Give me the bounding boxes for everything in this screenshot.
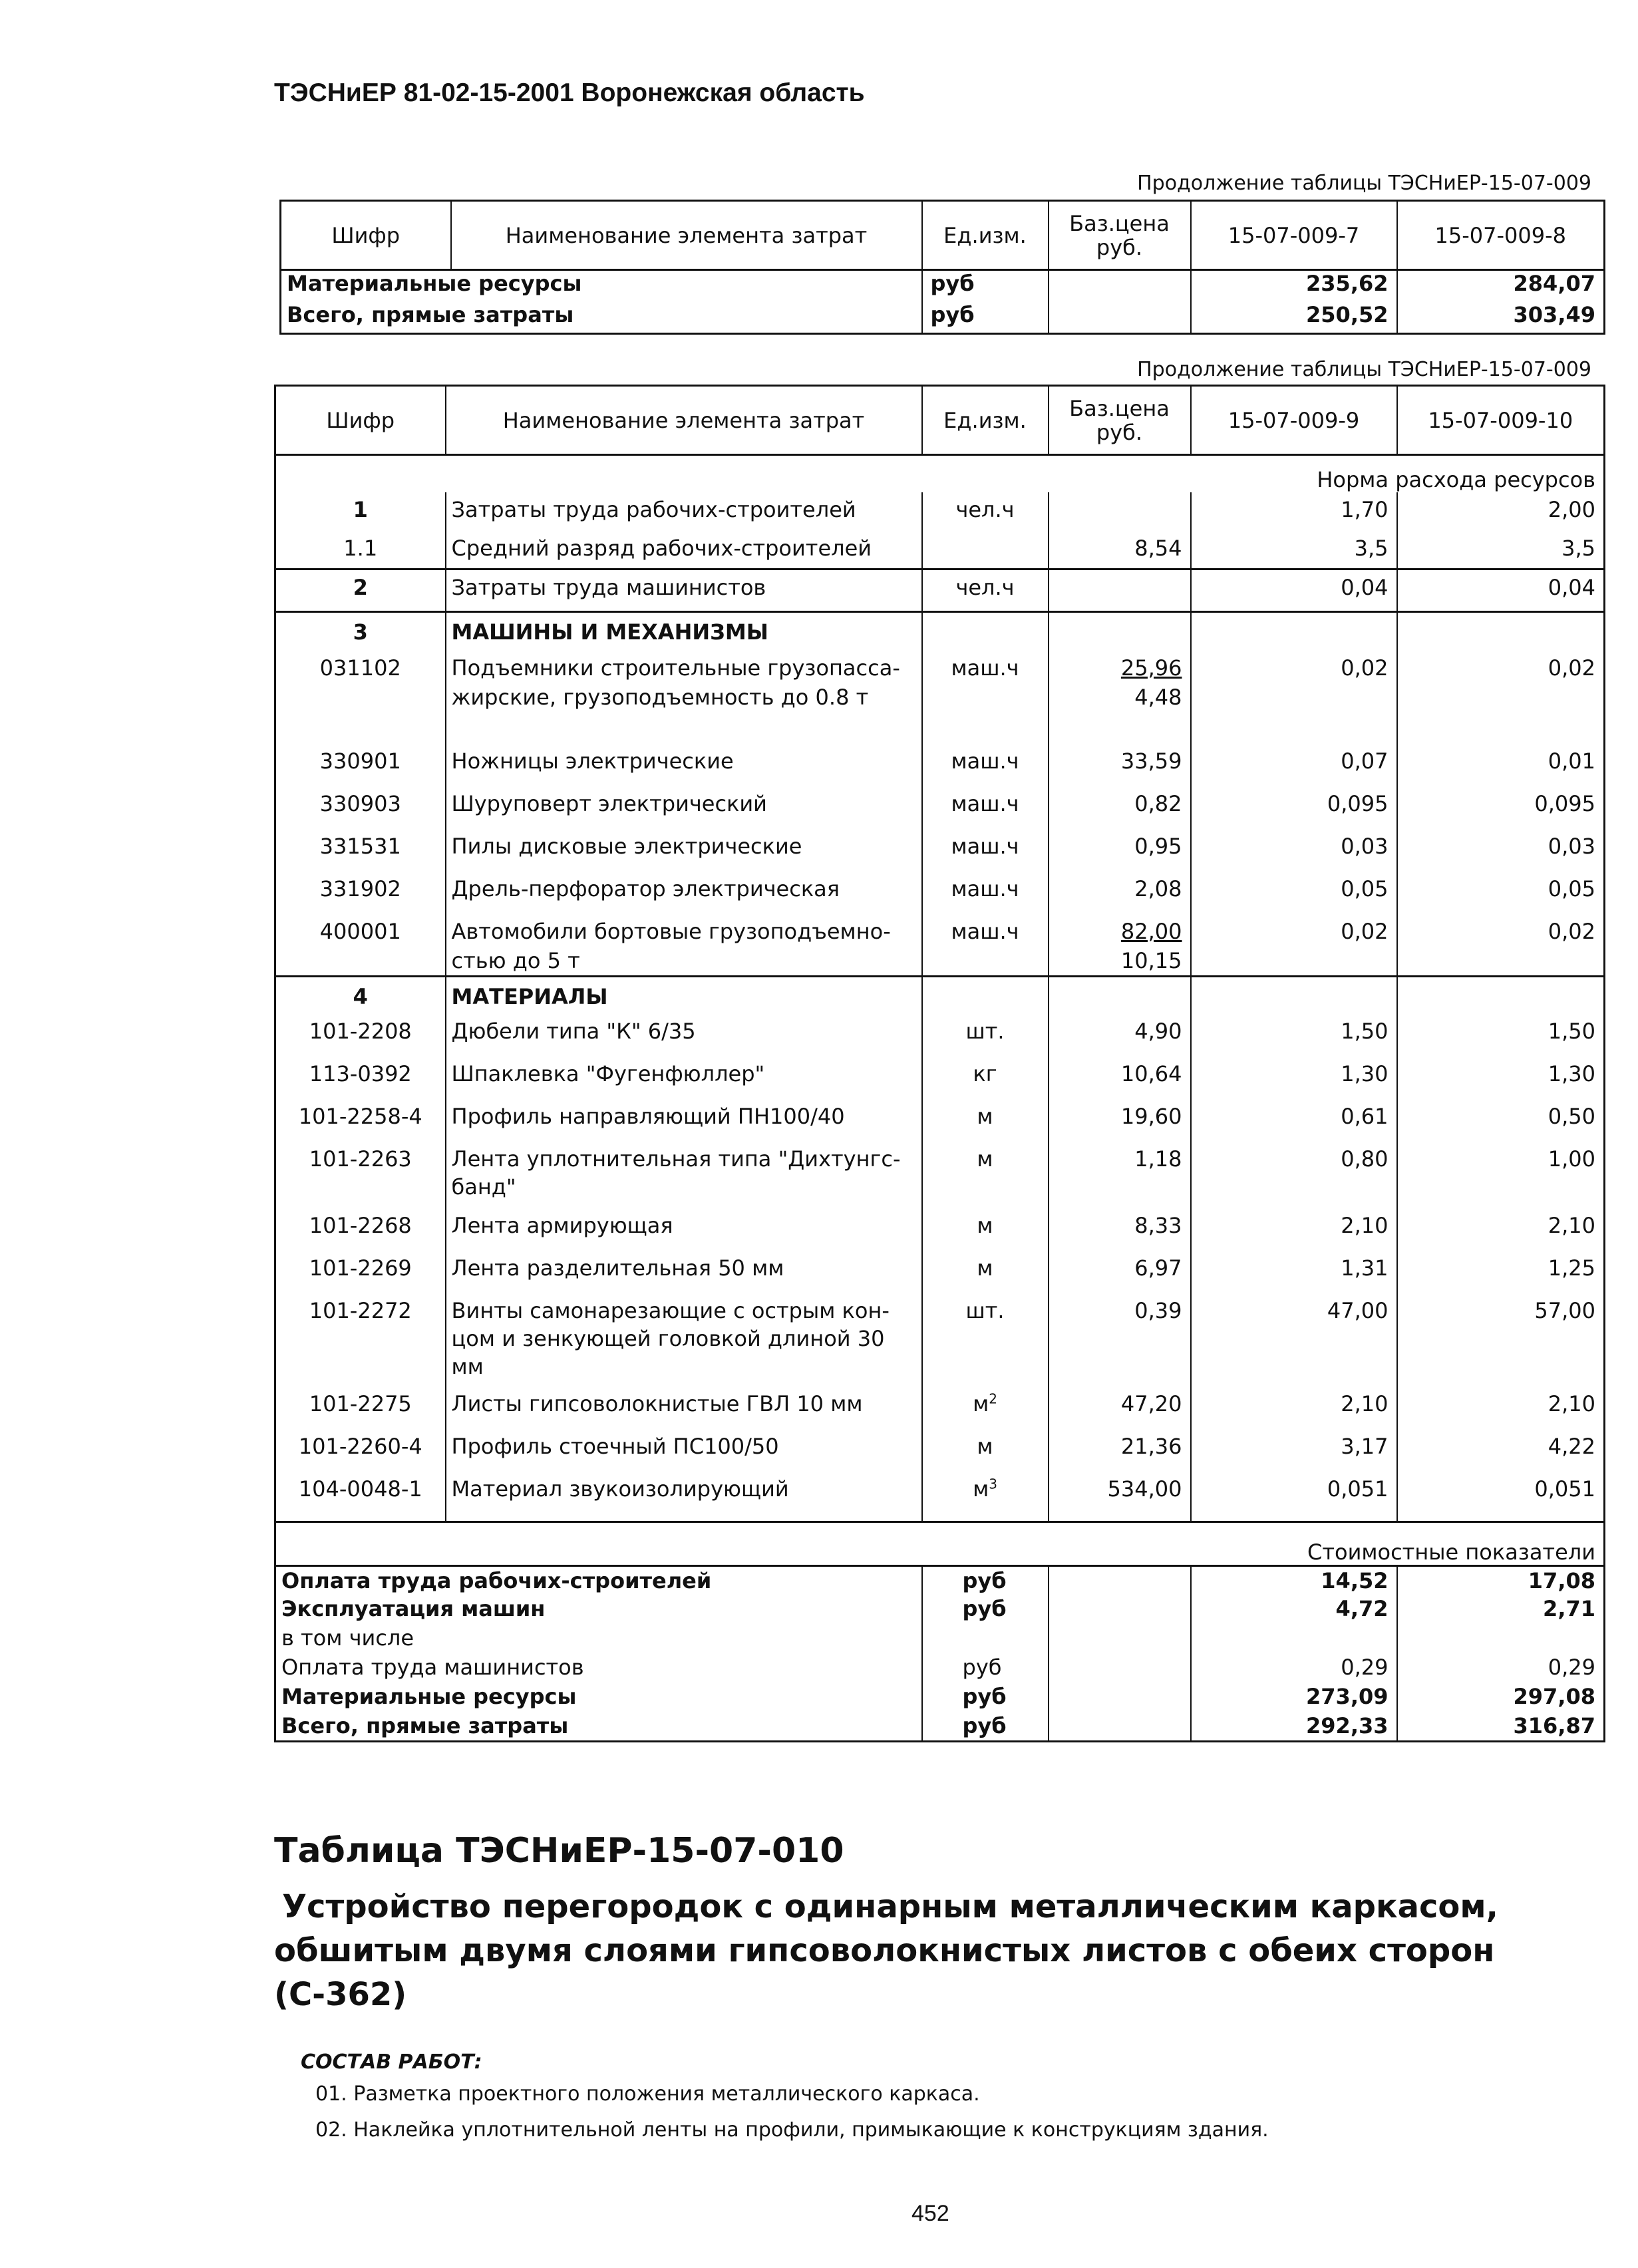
row-value-2: 2,00 [1548, 496, 1595, 522]
unit-text: м [977, 1434, 993, 1459]
row-code: 101-2275 [275, 1390, 446, 1432]
row-price [1049, 569, 1191, 612]
row-unit [922, 789, 1049, 832]
cost-price [1049, 1653, 1191, 1683]
col-header-v2: 15-07-009-8 [1397, 201, 1605, 270]
table-subtitle-line2: обшитым двумя слоями гипсоволокнистых листов с обеих сторон [274, 1932, 1495, 1969]
row-value-1: 235,62 [1191, 270, 1397, 302]
row-unit [922, 653, 1049, 746]
page-number: 452 [911, 2201, 949, 2226]
row-value-2: 303,49 [1513, 301, 1595, 327]
row-name [446, 1212, 922, 1254]
table-title: Таблица ТЭСНиЕР-15-07-010 [274, 1831, 844, 1871]
table-row [275, 1390, 1605, 1432]
row-value-1: 0,04 [1191, 569, 1397, 612]
cost-name: Материальные ресурсы [275, 1683, 922, 1712]
row-value-1 [1191, 612, 1397, 653]
works-item-02: 02. Наклейка уплотнительной ленты на профили, примыкающие к конструкциям здания. [315, 2118, 1269, 2142]
row-unit [922, 1145, 1049, 1212]
works-item-01: 01. Разметка проектного положения металлического каркаса. [315, 2082, 980, 2106]
price-value: 1,18 [1134, 1146, 1182, 1172]
unit-text: м [973, 1476, 989, 1502]
unit-text: маш.ч [951, 833, 1019, 859]
cost-row [275, 1565, 1605, 1595]
row-price [1049, 1432, 1191, 1475]
unit-text: м [973, 1391, 989, 1416]
col-header-unit: Ед.изм. [922, 201, 1049, 270]
table-row [275, 832, 1605, 874]
unit-superscript: 3 [989, 1476, 997, 1492]
row-unit: руб [922, 270, 1049, 302]
cost-name: Эксплуатация машин [275, 1595, 922, 1624]
cost-value-1 [1191, 1624, 1397, 1653]
table-row [275, 1475, 1605, 1522]
price-value: 82,00 [1120, 918, 1182, 944]
row-name-line: Листы гипсоволокнистые ГВЛ 10 мм [451, 1391, 863, 1416]
cost-value-2: 17,08 [1397, 1565, 1605, 1595]
row-code: 2 [275, 569, 446, 612]
table2-caption: Продолжение таблицы ТЭСНиЕР-15-07-009 [1137, 358, 1591, 381]
row-name [446, 1145, 922, 1212]
row-price [1049, 1017, 1191, 1060]
table-row [275, 1432, 1605, 1475]
cost-label-row: Стоимостные показатели [275, 1522, 1605, 1565]
unit-text: маш.ч [951, 918, 1019, 944]
row-name-line: Шуруповерт электрический [451, 790, 767, 816]
unit-superscript: 2 [989, 1390, 997, 1407]
table2 [274, 385, 1605, 1742]
row-code: 400001 [275, 917, 446, 977]
col-header-price: Баз.цена руб. [1049, 201, 1191, 270]
row-value-1: 0,07 [1191, 746, 1397, 789]
row-value-2 [1397, 612, 1605, 653]
row-price [1049, 1212, 1191, 1254]
cost-name: Всего, прямые затраты [275, 1712, 922, 1741]
row-code: 101-2260-4 [275, 1432, 446, 1475]
cost-unit: руб [922, 1712, 1049, 1741]
cost-unit: руб [922, 1565, 1049, 1595]
row-name [446, 1102, 922, 1145]
row-value-1: 0,80 [1191, 1145, 1397, 1212]
row-name-line: Винты самонарезающие с острым кон- [451, 1298, 890, 1323]
row-price [1049, 270, 1191, 302]
price-value: 0,82 [1134, 790, 1182, 816]
col-header-code: Шифр [281, 201, 451, 270]
row-name [446, 1017, 922, 1060]
row-name [446, 1432, 922, 1475]
row-value-1: 1,70 [1191, 492, 1397, 531]
price-value: 4,90 [1134, 1019, 1182, 1044]
cost-price [1049, 1565, 1191, 1595]
table-row [275, 1254, 1605, 1297]
table-subtitle-line3: (С-362) [274, 1976, 407, 2013]
cost-row [275, 1683, 1605, 1712]
row-name-line: жирские, грузоподъемность до 0.8 т [451, 684, 869, 710]
price-value: 8,33 [1134, 1213, 1182, 1238]
page-header: ТЭСНиЕР 81-02-15-2001 Воронежская область [274, 79, 865, 107]
row-price [1049, 1145, 1191, 1212]
row-price [1049, 1254, 1191, 1297]
col-header-v1: 15-07-009-7 [1191, 201, 1397, 270]
row-name: Средний разряд рабочих-строителей [446, 531, 922, 569]
price-value: 8,54 [1134, 535, 1182, 561]
section-name: МАШИНЫ И МЕХАНИЗМЫ [446, 612, 922, 653]
row-unit [922, 1212, 1049, 1254]
cost-row [275, 1712, 1605, 1741]
cost-name: Оплата труда рабочих-строителей [275, 1565, 922, 1595]
row-name-line: цом и зенкующей головкой длиной 30 [451, 1326, 885, 1351]
row-name [446, 832, 922, 874]
row-value-1: 1,31 [1191, 1254, 1397, 1297]
cost-row [275, 1624, 1605, 1653]
col-header-v2: 15-07-009-10 [1397, 386, 1605, 455]
row-price [1049, 653, 1191, 746]
row-value-2: 4,22 [1548, 1434, 1595, 1459]
row-code: 104-0048-1 [275, 1475, 446, 1522]
table-row [275, 1060, 1605, 1102]
row-name-line: Дрель-перфоратор электрическая [451, 876, 840, 901]
cost-value-1: 14,52 [1191, 1565, 1397, 1595]
table-row [275, 492, 1605, 531]
row-name [446, 874, 922, 917]
row-value-2: 0,095 [1534, 790, 1595, 816]
row-value-1: 0,095 [1191, 789, 1397, 832]
row-price [1049, 1060, 1191, 1102]
row-price [1049, 976, 1191, 1017]
row-code: 331902 [275, 874, 446, 917]
row-price [1049, 789, 1191, 832]
row-value-2: 284,07 [1397, 270, 1605, 302]
row-unit [922, 1102, 1049, 1145]
row-value-2: 1,00 [1548, 1146, 1595, 1172]
cost-value-2: 0,29 [1548, 1655, 1595, 1680]
row-value-1: 3,17 [1191, 1432, 1397, 1475]
row-value-2: 0,05 [1548, 876, 1595, 901]
row-value-1: 1,50 [1191, 1017, 1397, 1060]
row-name-line: Ножницы электрические [451, 748, 734, 774]
table-row [275, 1212, 1605, 1254]
row-name [446, 1475, 922, 1522]
unit-text: кг [973, 1061, 997, 1086]
price-value: 19,60 [1120, 1104, 1182, 1129]
row-code: 101-2208 [275, 1017, 446, 1060]
unit-text: маш.ч [951, 655, 1019, 681]
price-value: 10,64 [1120, 1061, 1182, 1086]
row-name-line: стью до 5 т [451, 947, 580, 973]
unit-text: м [977, 1213, 993, 1238]
row-code: 101-2269 [275, 1254, 446, 1297]
row-unit [922, 1254, 1049, 1297]
cost-value-1: 292,33 [1191, 1712, 1397, 1741]
row-name [446, 653, 922, 746]
row-price [1049, 917, 1191, 977]
cost-value-2 [1397, 1624, 1605, 1653]
table-row [275, 1017, 1605, 1060]
table-row [275, 531, 1605, 569]
col-header-code: Шифр [275, 386, 446, 455]
row-code: 1.1 [275, 531, 446, 569]
norm-label-row: Норма расхода ресурсов [275, 455, 1605, 492]
row-unit [922, 1475, 1049, 1522]
row-value-1 [1191, 976, 1397, 1017]
row-code: 101-2263 [275, 1145, 446, 1212]
row-unit [922, 492, 1049, 531]
cost-unit: руб [922, 1653, 1049, 1683]
price-value: 534,00 [1107, 1476, 1182, 1502]
cost-value-1: 4,72 [1191, 1595, 1397, 1624]
row-unit [922, 531, 1049, 569]
row-price [1049, 612, 1191, 653]
row-value-1: 1,30 [1191, 1060, 1397, 1102]
row-name [446, 746, 922, 789]
row-value-1: 0,051 [1191, 1475, 1397, 1522]
col-header-unit: Ед.изм. [922, 386, 1049, 455]
unit-text: м [977, 1104, 993, 1129]
row-unit [922, 746, 1049, 789]
row-value-2: 57,00 [1534, 1298, 1595, 1323]
table-row [275, 789, 1605, 832]
row-value-1: 0,03 [1191, 832, 1397, 874]
cost-name: Оплата труда машинистов [275, 1653, 922, 1683]
col-header-name: Наименование элемента затрат [451, 201, 922, 270]
row-code: 330903 [275, 789, 446, 832]
summary-row [281, 270, 1605, 302]
row-value-2: 1,30 [1548, 1061, 1595, 1086]
unit-text: маш.ч [951, 876, 1019, 901]
row-price [1049, 832, 1191, 874]
row-value-1: 3,5 [1191, 531, 1397, 569]
row-value-2: 2,10 [1548, 1391, 1595, 1416]
row-value-2: 3,5 [1561, 535, 1595, 561]
row-unit [922, 1432, 1049, 1475]
section-header-row [275, 976, 1605, 1017]
row-code: 1 [275, 492, 446, 531]
cost-value-2: 2,71 [1543, 1596, 1595, 1621]
row-name-line: Подъемники строительные грузопасса- [451, 655, 900, 681]
row-name [446, 1060, 922, 1102]
table-row [275, 569, 1605, 612]
row-name [446, 1254, 922, 1297]
table-row [275, 1102, 1605, 1145]
price-value-2: 10,15 [1120, 947, 1182, 973]
section-code: 4 [275, 976, 446, 1017]
row-code: 113-0392 [275, 1060, 446, 1102]
unit-text: маш.ч [951, 790, 1019, 816]
cost-value-1: 273,09 [1191, 1683, 1397, 1712]
cost-value-1: 0,29 [1191, 1653, 1397, 1683]
row-price [1049, 1102, 1191, 1145]
row-name [446, 1297, 922, 1390]
row-name-line: Профиль стоечный ПС100/50 [451, 1434, 779, 1459]
section-code: 3 [275, 612, 446, 653]
works-title: СОСТАВ РАБОТ: [301, 2050, 482, 2074]
col-header-price: Баз.цена руб. [1049, 386, 1191, 455]
cost-price [1049, 1595, 1191, 1624]
row-value-1: 2,10 [1191, 1390, 1397, 1432]
unit-text: шт. [965, 1298, 1005, 1323]
row-value-2: 1,50 [1548, 1019, 1595, 1044]
row-name-line: Дюбели типа "К" 6/35 [451, 1019, 696, 1044]
row-value-2: 0,02 [1548, 655, 1595, 681]
row-name-line: Материал звукоизолирующий [451, 1476, 789, 1502]
cost-name: в том числе [275, 1624, 922, 1653]
cost-row [275, 1653, 1605, 1683]
cost-value-2: 316,87 [1513, 1713, 1595, 1738]
row-code: 331531 [275, 832, 446, 874]
row-value-2: 0,04 [1397, 569, 1605, 612]
row-value-1: 0,02 [1191, 653, 1397, 746]
table-row [275, 746, 1605, 789]
row-unit [922, 874, 1049, 917]
row-unit [922, 1060, 1049, 1102]
row-name-line: Лента уплотнительная типа "Дихтунгс- [451, 1146, 901, 1172]
price-value: 25,96 [1120, 655, 1182, 681]
section-header-row [275, 612, 1605, 653]
table-row [275, 917, 1605, 977]
cost-row [275, 1595, 1605, 1624]
price-value: 21,36 [1120, 1434, 1182, 1459]
row-price [1049, 531, 1191, 569]
price-value: 2,08 [1134, 876, 1182, 901]
row-code: 101-2258-4 [275, 1102, 446, 1145]
cost-price [1049, 1712, 1191, 1741]
unit-text: шт. [965, 1019, 1005, 1044]
unit-text: чел.ч [955, 575, 1015, 600]
row-code: 101-2268 [275, 1212, 446, 1254]
row-name-line: Пилы дисковые электрические [451, 833, 802, 859]
row-name-line: Шпаклевка "Фугенфюллер" [451, 1061, 765, 1086]
row-value-1: 250,52 [1191, 302, 1397, 334]
row-value-1: 0,61 [1191, 1102, 1397, 1145]
row-value-2: 2,10 [1548, 1213, 1595, 1238]
row-unit [922, 917, 1049, 977]
col-header-v1: 15-07-009-9 [1191, 386, 1397, 455]
table1-caption: Продолжение таблицы ТЭСНиЕР-15-07-009 [1137, 172, 1591, 195]
table-row [275, 874, 1605, 917]
row-name: Материальные ресурсы [281, 270, 922, 302]
row-name-line: Лента разделительная 50 мм [451, 1255, 784, 1281]
row-name-line: Профиль направляющий ПН100/40 [451, 1104, 845, 1129]
row-name-line: банд" [451, 1174, 516, 1200]
unit-text: чел.ч [955, 496, 1015, 522]
table-subtitle-line1: Устройство перегородок с одинарным металлическим каркасом, [282, 1888, 1498, 1925]
row-value-2: 0,051 [1534, 1476, 1595, 1502]
row-value-2: 0,50 [1548, 1104, 1595, 1129]
row-unit: руб [922, 302, 1049, 334]
row-price [1049, 1297, 1191, 1390]
row-unit [922, 976, 1049, 1017]
row-unit [922, 569, 1049, 612]
unit-text: м [977, 1255, 993, 1281]
row-value-2: 1,25 [1548, 1255, 1595, 1281]
row-code: 330901 [275, 746, 446, 789]
row-price [1049, 492, 1191, 531]
row-name-line: мм [451, 1354, 484, 1379]
row-name-line: Автомобили бортовые грузоподъемно- [451, 918, 891, 944]
row-price [1049, 302, 1191, 334]
row-value-2 [1397, 976, 1605, 1017]
row-name: Затраты труда рабочих-строителей [446, 492, 922, 531]
row-name [446, 1390, 922, 1432]
cost-unit: руб [922, 1683, 1049, 1712]
row-value-2: 0,02 [1548, 918, 1595, 944]
price-value: 47,20 [1120, 1391, 1182, 1416]
cost-price [1049, 1624, 1191, 1653]
row-price [1049, 1475, 1191, 1522]
row-name [446, 789, 922, 832]
row-name: Затраты труда машинистов [446, 569, 922, 612]
row-name-line: Лента армирующая [451, 1213, 673, 1238]
cost-unit [922, 1624, 1049, 1653]
cost-price [1049, 1683, 1191, 1712]
unit-text: маш.ч [951, 748, 1019, 774]
row-value-2: 0,01 [1548, 748, 1595, 774]
row-unit [922, 1017, 1049, 1060]
table-row [275, 1145, 1605, 1212]
price-value-2: 4,48 [1134, 684, 1182, 710]
cost-value-2: 297,08 [1513, 1684, 1595, 1709]
row-value-1: 0,05 [1191, 874, 1397, 917]
row-value-1: 2,10 [1191, 1212, 1397, 1254]
col-header-name: Наименование элемента затрат [446, 386, 922, 455]
row-price [1049, 746, 1191, 789]
row-unit [922, 1297, 1049, 1390]
table1 [279, 200, 1605, 335]
row-code: 031102 [275, 653, 446, 746]
row-price [1049, 874, 1191, 917]
summary-row [281, 302, 1605, 334]
row-unit [922, 1390, 1049, 1432]
row-name: Всего, прямые затраты [281, 302, 922, 334]
row-unit [922, 612, 1049, 653]
row-name [446, 917, 922, 977]
cost-unit: руб [922, 1595, 1049, 1624]
row-value-1: 0,02 [1191, 917, 1397, 977]
row-value-2: 0,03 [1548, 833, 1595, 859]
price-value: 0,39 [1134, 1298, 1182, 1323]
unit-text: м [977, 1146, 993, 1172]
table-row [275, 1297, 1605, 1390]
table-row [275, 653, 1605, 746]
price-value: 6,97 [1134, 1255, 1182, 1281]
row-code: 101-2272 [275, 1297, 446, 1390]
price-value: 0,95 [1134, 833, 1182, 859]
price-value: 33,59 [1120, 748, 1182, 774]
row-unit [922, 832, 1049, 874]
row-value-1: 47,00 [1191, 1297, 1397, 1390]
section-name: МАТЕРИАЛЫ [446, 976, 922, 1017]
row-price [1049, 1390, 1191, 1432]
